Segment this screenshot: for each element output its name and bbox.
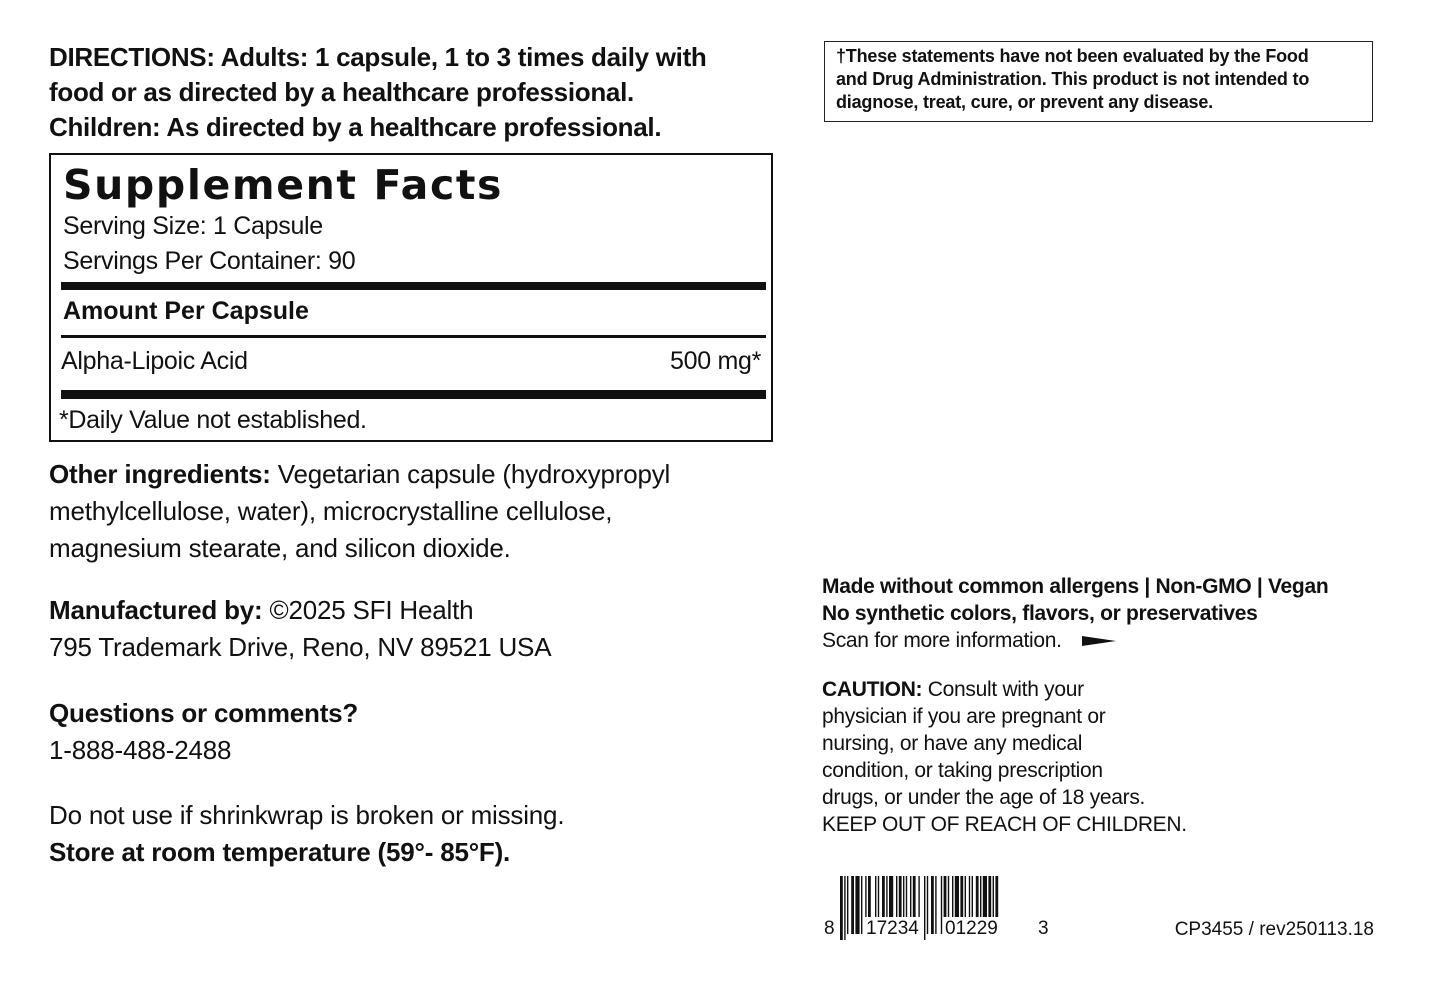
- supplement-facts-panel: [49, 153, 773, 442]
- other-ingredients-text: Vegetarian capsule (hydroxypropyl: [270, 459, 671, 489]
- barcode-last-digit: 3: [1038, 918, 1049, 939]
- directions-text: [49, 40, 789, 145]
- caution-line: [822, 676, 1222, 703]
- supplement-facts-title: Supplement Facts: [63, 161, 504, 209]
- other-ingredients-line: magnesium stearate, and silicon dioxide.: [49, 533, 511, 563]
- synthetic-claim: No synthetic colors, flavors, or preservatives: [822, 602, 1258, 625]
- caution-label: CAUTION:: [822, 678, 923, 701]
- daily-value-footnote: *Daily Value not established.: [59, 406, 367, 434]
- manufacturer-info: [49, 592, 789, 666]
- caution-line: condition, or taking prescription: [822, 759, 1103, 782]
- contact-phone: 1-888-488-2488: [49, 735, 232, 765]
- manufacturer-name: ©2025 SFI Health: [262, 595, 474, 625]
- fda-disclaimer-line: †These statements have not been evaluated by the Food: [836, 46, 1309, 66]
- caution-text: [822, 676, 1222, 838]
- thin-divider: [61, 335, 766, 338]
- directions-line: food or as directed by a healthcare professional.: [49, 77, 634, 107]
- other-ingredients-line: [49, 456, 789, 493]
- serving-size: Serving Size: 1 Capsule: [63, 212, 323, 240]
- barcode-digits: [822, 915, 1062, 941]
- shrinkwrap-warning: Do not use if shrinkwrap is broken or missing.: [49, 800, 565, 830]
- ingredient-amount: 500 mg*: [669, 347, 761, 375]
- thick-divider: [61, 282, 766, 290]
- scan-text: Scan for more information.: [822, 629, 1062, 652]
- caution-line: physician if you are pregnant or: [822, 705, 1106, 728]
- caution-line: nursing, or have any medical: [822, 732, 1083, 755]
- product-code: CP3455 / rev250113.18: [1174, 919, 1374, 940]
- manufacturer-label: Manufactured by:: [49, 595, 263, 625]
- product-claims: [822, 573, 1402, 654]
- arrow-right-icon: [1082, 636, 1116, 646]
- storage-temperature: Store at room temperature (59°- 85°F).: [49, 837, 511, 867]
- manufacturer-line: [49, 592, 789, 629]
- keep-out-of-reach: KEEP OUT OF REACH OF CHILDREN.: [822, 813, 1187, 836]
- contact-label: Questions or comments?: [49, 698, 359, 728]
- directions-line: Children: As directed by a healthcare professional.: [49, 112, 662, 142]
- scan-line: [822, 627, 1402, 654]
- servings-per-container: Servings Per Container: 90: [63, 247, 356, 275]
- fda-disclaimer-box: [824, 41, 1373, 122]
- fda-disclaimer-line: diagnose, treat, cure, or prevent any disease.: [836, 92, 1213, 112]
- ingredient-name: Alpha-Lipoic Acid: [61, 347, 248, 375]
- barcode-left-group: 17234: [866, 918, 919, 939]
- contact-info: [49, 695, 789, 769]
- thick-divider: [61, 390, 766, 399]
- storage-info: [49, 797, 789, 871]
- other-ingredients-line: methylcellulose, water), microcrystalline cellulose,: [49, 496, 613, 526]
- caution-text-first: Consult with your: [922, 678, 1084, 701]
- barcode-right-group: 01229: [945, 918, 998, 939]
- manufacturer-address: 795 Trademark Drive, Reno, NV 89521 USA: [49, 632, 552, 662]
- other-ingredients-label: Other ingredients:: [49, 459, 271, 489]
- fda-disclaimer-line: and Drug Administration. This product is not intended to: [836, 69, 1310, 89]
- directions-line: DIRECTIONS: Adults: 1 capsule, 1 to 3 times daily with: [49, 42, 707, 72]
- allergen-claim: Made without common allergens | Non-GMO | Vegan: [822, 575, 1329, 598]
- barcode-first-digit: 8: [824, 918, 835, 939]
- caution-line: drugs, or under the age of 18 years.: [822, 786, 1146, 809]
- other-ingredients: [49, 456, 789, 567]
- amount-per-header: Amount Per Capsule: [63, 297, 309, 325]
